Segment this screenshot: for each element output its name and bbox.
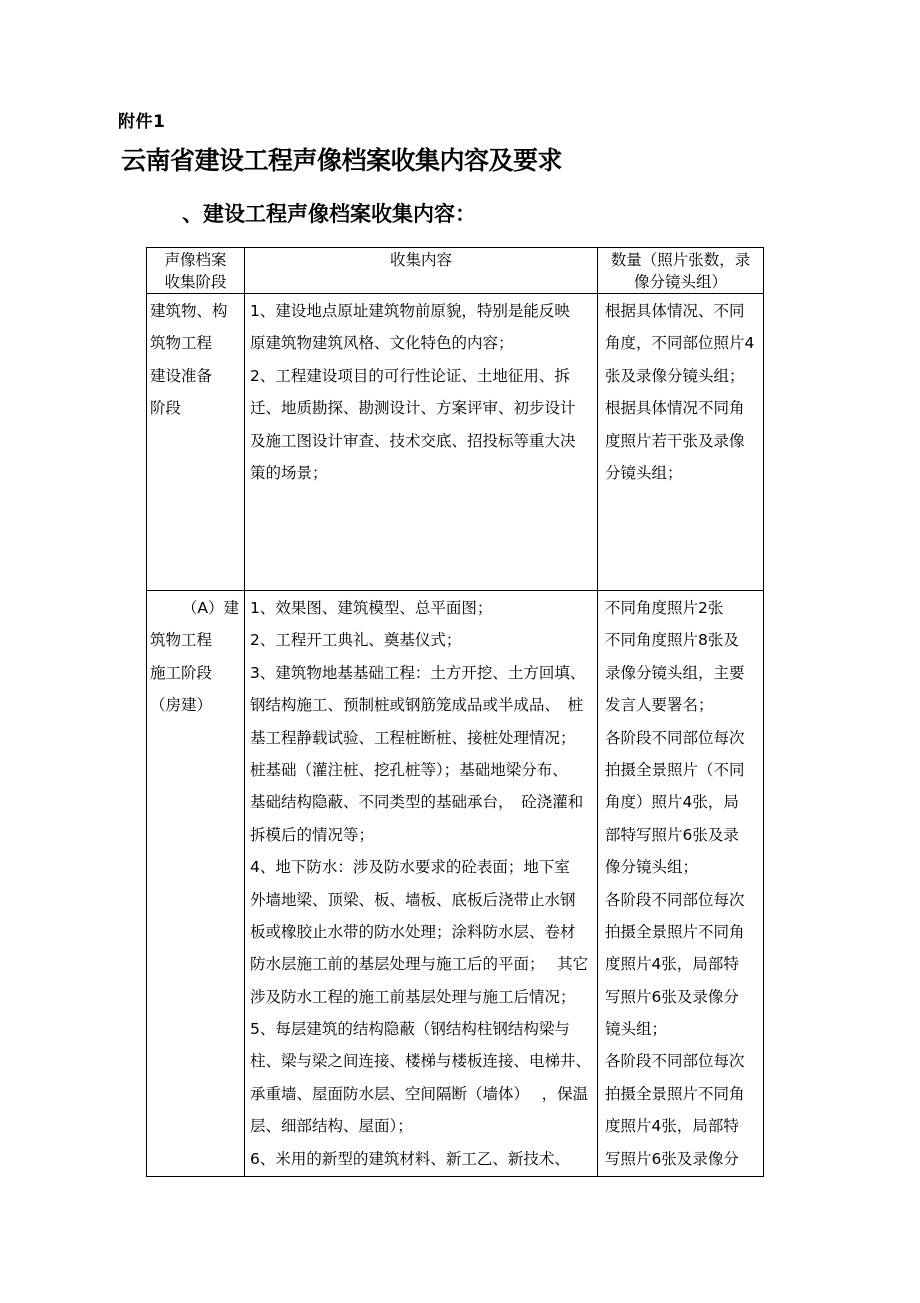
text-line: 度照片若干张及录像 (605, 431, 745, 450)
text-line: 施工阶段 (150, 663, 213, 682)
section-heading: 、建设工程声像档案收集内容： (182, 202, 476, 226)
text-line: 板或橡胶止水带的防水处理；涂料防水层、卷材 (250, 922, 576, 941)
text-line: 涉及防水工程的施工前基层处理与施工后情况； (250, 987, 576, 1006)
text-line: 各阶段不同部位每次 (605, 1052, 745, 1071)
table-row-construction-stage (147, 591, 764, 1177)
text-line: 1、建设地点原址建筑物前原貌，特别是能反映 (250, 302, 570, 320)
text-line: 度照片4张，局部特 (605, 1117, 739, 1136)
header-stage-line-1: 声像档案 (164, 251, 227, 269)
text-line: 不同角度照片8张及 (605, 631, 739, 650)
header-quantity-line-1: 数量（照片张数，录 (610, 251, 751, 269)
text-line: 承重墙、屋面防水层、空间隔断（墙体） ，保温 (250, 1084, 589, 1103)
text-line: 桩基础（灌注桩、挖孔桩等）；基础地梁分布、 (250, 760, 568, 779)
text-line: 各阶段不同部位每次 (605, 728, 745, 747)
text-line: 分镜头组； (605, 463, 683, 482)
text-line: 拍摄全景照片不同角 (605, 1084, 745, 1103)
text-line: 写照片6张及录像分 (605, 1149, 739, 1168)
text-line: 度照片4张，局部特 (605, 955, 739, 974)
text-line: 6、米用的新型的建筑材料、新工乙、新技术、 (250, 1149, 570, 1168)
quantity-cell (598, 591, 764, 1177)
text-line: 原建筑物建筑风格、文化特色的内容； (250, 334, 514, 353)
header-stage-line-2: 收集阶段 (164, 273, 227, 291)
text-line: 不同角度照片2张 (605, 599, 724, 617)
text-line: 层、细部结构、屋面）； (250, 1117, 413, 1136)
text-line: 外墙地梁、顶梁、板、墙板、底板后浇带止水钢 (250, 890, 576, 909)
text-line: 根据具体情况不同角 (605, 399, 745, 418)
text-line: 拍摄全景照片不同角 (605, 922, 745, 941)
text-line: 建筑物、构 (150, 302, 228, 320)
text-line: 角度，不同部位照片4 (605, 334, 755, 353)
text-line: 部特写照片6张及录 (605, 825, 739, 844)
header-content-cell (245, 248, 598, 294)
archive-table (146, 247, 764, 1177)
text-line: （房建） (150, 696, 213, 715)
attachment-label: 附件1 (118, 112, 166, 132)
text-line: 筑物工程 (150, 631, 213, 650)
text-line: 基工程静载试验、工程桩断桩、接桩处理情况； (250, 728, 576, 747)
text-line: 各阶段不同部位每次 (605, 890, 745, 909)
text-line: 角度）照片4张，局 (605, 793, 739, 812)
text-line: 根据具体情况、不同 (605, 302, 745, 320)
content-cell (245, 294, 598, 591)
text-line: 阶段 (150, 399, 182, 418)
text-line: 钢结构施工、预制桩或钢筋笼成品或半成品、 桩 (250, 696, 584, 715)
text-line: 2、工程开工典礼、奠基仪式； (250, 631, 462, 650)
text-line: （A）建 (181, 599, 239, 617)
text-line: 录像分镜头组，主要 (605, 663, 745, 682)
text-line: 4、地下防水：涉及防水要求的砼表面；地下室 (250, 858, 570, 877)
text-line: 张及录像分镜头组； (605, 366, 745, 385)
header-content-label: 收集内容 (389, 251, 452, 269)
text-line: 像分镜头组； (605, 858, 699, 877)
text-line: 3、建筑物地基基础工程：土方开挖、土方回填、 (250, 663, 586, 682)
text-line: 拆模后的情况等； (250, 825, 375, 844)
text-line: 1、效果图、建筑模型、总平面图； (250, 599, 493, 617)
text-line: 建设准备 (150, 366, 213, 385)
text-line: 发言人要署名； (605, 696, 714, 715)
header-quantity-cell (598, 248, 764, 294)
header-stage-cell (147, 248, 245, 294)
text-line: 筑物工程 (150, 334, 213, 353)
text-line: 策的场景； (250, 463, 328, 482)
text-line: 柱、梁与梁之间连接、楼梯与楼板连接、电梯井、 (250, 1052, 592, 1071)
header-quantity-line-2: 像分镜头组） (633, 273, 727, 291)
text-line: 写照片6张及录像分 (605, 987, 739, 1006)
stage-cell (147, 294, 245, 591)
text-line: 迁、地质勘探、勘测设计、方案评审、初步设计 (250, 399, 576, 418)
document-title: 云南省建设工程声像档案收集内容及要求 (121, 146, 563, 175)
text-line: 及施工图设计审查、技术交底、招投标等重大决 (250, 431, 576, 450)
text-line: 2、工程建设项目的可行性论证、土地征用、拆 (250, 366, 570, 385)
table-row-preparation-stage (147, 294, 764, 591)
text-line: 防水层施工前的基层处理与施工后的平面； 其它 (250, 955, 589, 974)
text-line: 拍摄全景照片（不同 (605, 760, 745, 779)
content-cell (245, 591, 598, 1177)
text-line: 5、每层建筑的结构隐蔽（钢结构柱钢结构梁与 (250, 1020, 570, 1039)
text-line: 镜头组； (605, 1020, 668, 1039)
stage-cell (147, 591, 245, 1177)
table-header-row (147, 248, 764, 294)
text-line: 基础结构隐蔽、不同类型的基础承台， 砼浇灌和 (250, 793, 584, 812)
quantity-cell (598, 294, 764, 591)
